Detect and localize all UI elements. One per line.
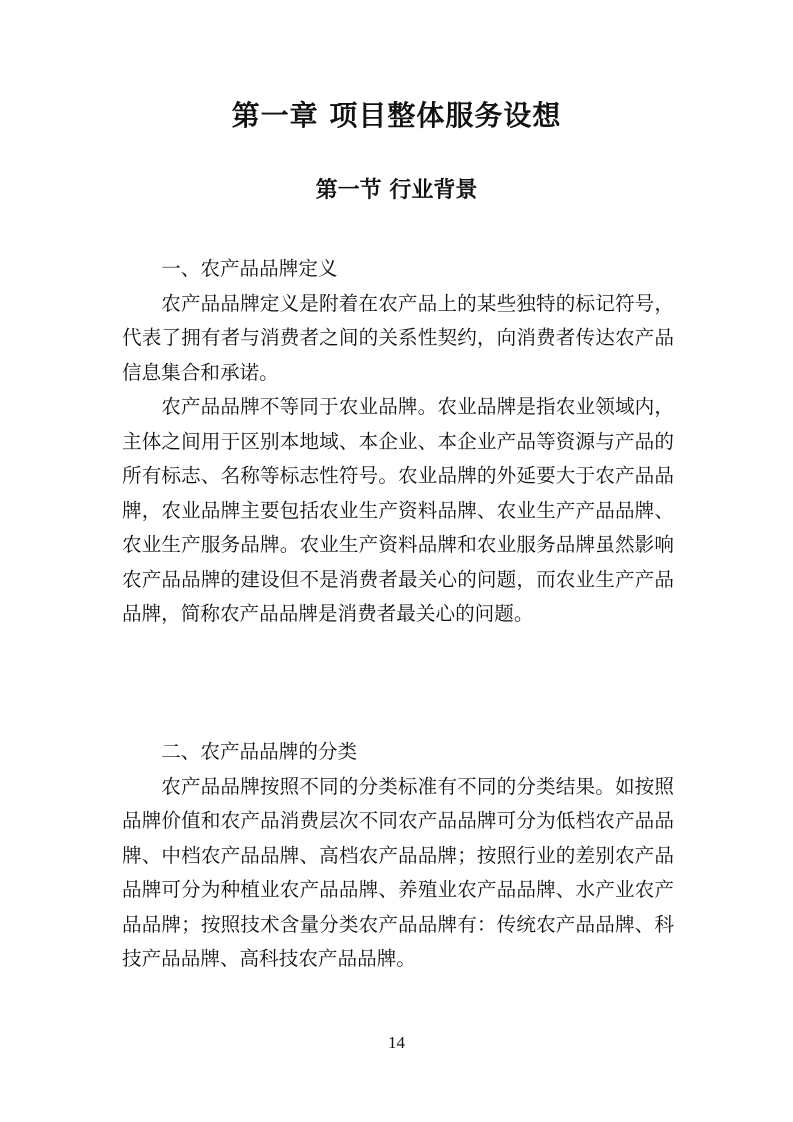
paragraph-classification: 农产品品牌按照不同的分类标准有不同的分类结果。如按照品牌价值和农产品消费层次不同农产品品牌可分为低档农产品品牌、中档农产品品牌、高档农产品品牌；按照行业的差别农产品品牌可分为种植业农产品品牌、养殖业农产品品牌、水产业农产品品牌；按照技术含量分类农产品品牌有：传统农产品品牌、科技产品品牌、高科技农产品品牌。 — [122, 774, 674, 970]
page-number: 14 — [388, 1033, 405, 1052]
chapter-title: 第一章 项目整体服务设想 — [231, 99, 562, 132]
paragraph-distinction: 农产品品牌不等同于农业品牌。农业品牌是指农业领域内，主体之间用于区别本地域、本企业、本企业产品等资源与产品的所有标志、名称等标志性符号。农业品牌的外延要大于农产品品牌，农业品牌主要包括农业生产资料品牌、农业生产产品品牌、农业生产服务品牌。农业生产资料品牌和农业服务品牌虽然影响农产品品牌的建设但不是消费者最关心的问题，而农业生产产品品牌，简称农产品品牌是消费者最关心的问题。 — [122, 395, 674, 625]
section-title: 第一节 行业背景 — [315, 178, 478, 203]
section-part-definition — [122, 252, 674, 632]
part-heading-definition: 一、农产品品牌定义 — [161, 257, 338, 280]
section-part-classification — [122, 735, 674, 977]
paragraph-definition: 农产品品牌定义是附着在农产品上的某些独特的标记符号，代表了拥有者与消费者之间的关系性契约，向消费者传达农产品信息集合和承诺。 — [122, 291, 674, 384]
part-heading-classification: 二、农产品品牌的分类 — [161, 740, 358, 763]
